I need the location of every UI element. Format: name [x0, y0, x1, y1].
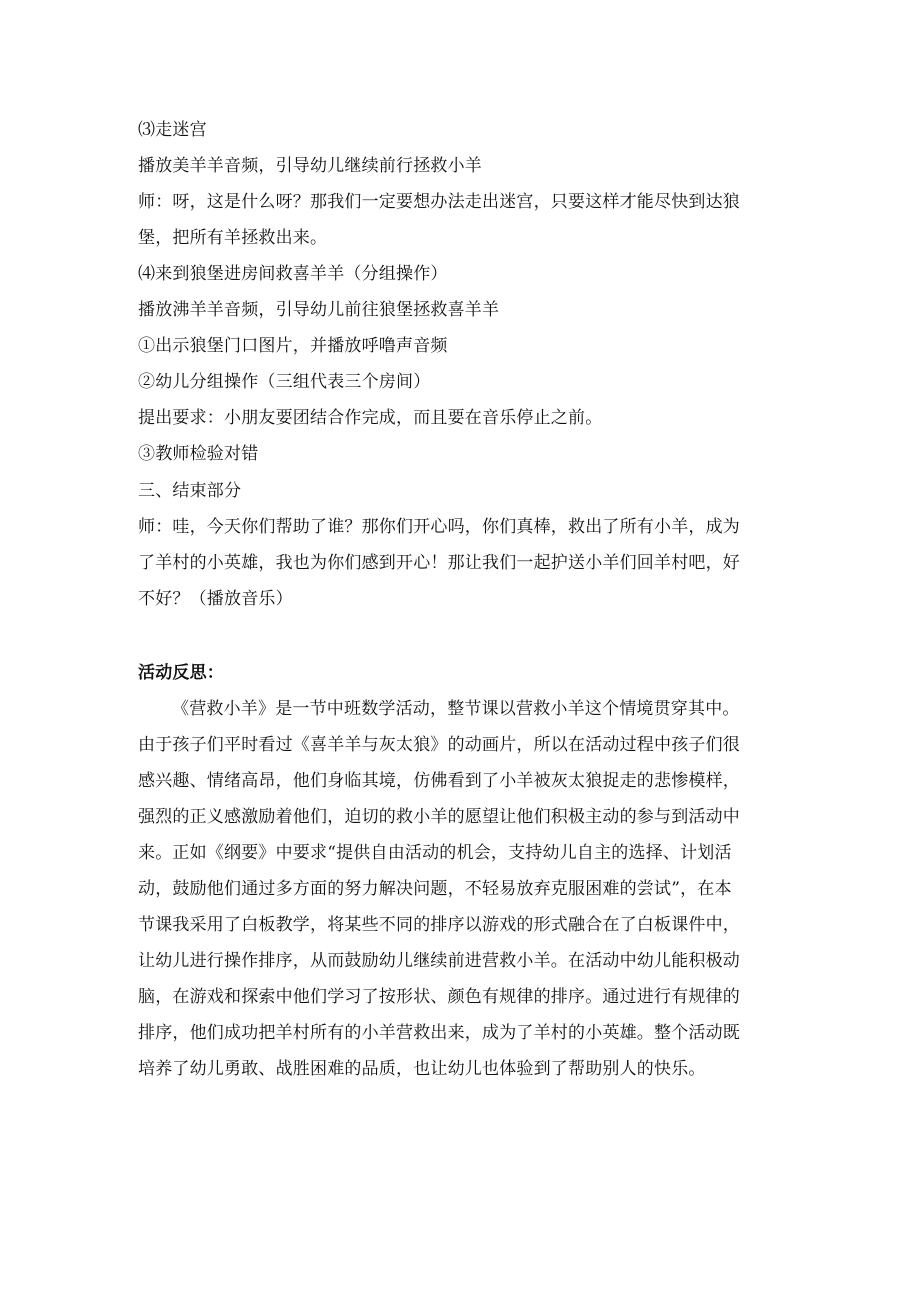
ending-heading: 三、结束部分	[138, 481, 242, 501]
reflection-line: 感兴趣、情绪高昂，他们身临其境，仿佛看到了小羊被灰太狼捉走的悲惨模样，	[138, 771, 740, 791]
maze-heading: ⑶走迷宫	[138, 120, 207, 140]
reflection-line: 《营救小羊》是一节中班数学活动，整节课以营救小羊这个情境贯穿其中。	[172, 699, 740, 719]
maze-teacher-line-2: 堡，把所有羊拯救出来。	[138, 228, 328, 248]
ending-line-1: 师：哇，今天你们帮助了谁？那你们开心吗，你们真棒，救出了所有小羊，成为	[138, 517, 740, 537]
reflection-line: 让幼儿进行操作排序，从而鼓励幼儿继续前进营救小羊。在活动中幼儿能积极动	[138, 951, 740, 971]
reflection-line: 排序，他们成功把羊村所有的小羊营救出来，成为了羊村的小英雄。整个活动既	[138, 1023, 740, 1043]
castle-heading: ⑷来到狼堡进房间救喜羊羊（分组操作）	[138, 264, 448, 284]
maze-teacher-line-1: 师：呀，这是什么呀？那我们一定要想办法走出迷宫，只要这样才能尽快到达狼	[138, 192, 740, 212]
castle-step-3: ③教师检验对错	[138, 444, 259, 464]
reflection-line: 强烈的正义感激励着他们，迫切的救小羊的愿望让他们积极主动的参与到活动中	[138, 807, 740, 827]
reflection-line: 培养了幼儿勇敢、战胜困难的品质，也让幼儿也体验到了帮助别人的快乐。	[138, 1059, 706, 1079]
castle-step-2: ②幼儿分组操作（三组代表三个房间）	[138, 372, 431, 392]
reflection-line: 脑，在游戏和探索中他们学习了按形状、颜色有规律的排序。通过进行有规律的	[138, 987, 740, 1007]
ending-line-2: 了羊村的小英雄，我也为你们感到开心！那让我们一起护送小羊们回羊村吧，好	[138, 553, 740, 573]
reflection-line: 节课我采用了白板教学，将某些不同的排序以游戏的形式融合在了白板课件中，	[138, 915, 740, 935]
castle-step-1: ①出示狼堡门口图片，并播放呼噜声音频	[138, 336, 448, 356]
reflection-title: 活动反思：	[138, 663, 224, 683]
castle-audio-instruction: 播放沸羊羊音频，引导幼儿前往狼堡拯救喜羊羊	[138, 300, 500, 320]
reflection-line: 来。正如《纲要》中要求“提供自由活动的机会，支持幼儿自主的选择、计划活	[138, 843, 732, 863]
requirement-text: 提出要求：小朋友要团结合作完成，而且要在音乐停止之前。	[138, 408, 603, 428]
reflection-line: 动，鼓励他们通过多方面的努力解决问题，不轻易放弃克服困难的尝试”，在本	[138, 879, 732, 899]
maze-audio-instruction: 播放美羊羊音频，引导幼儿继续前行拯救小羊	[138, 156, 482, 176]
ending-line-3: 不好？（播放音乐）	[138, 589, 293, 609]
reflection-line: 由于孩子们平时看过《喜羊羊与灰太狼》的动画片，所以在活动过程中孩子们很	[138, 735, 740, 755]
